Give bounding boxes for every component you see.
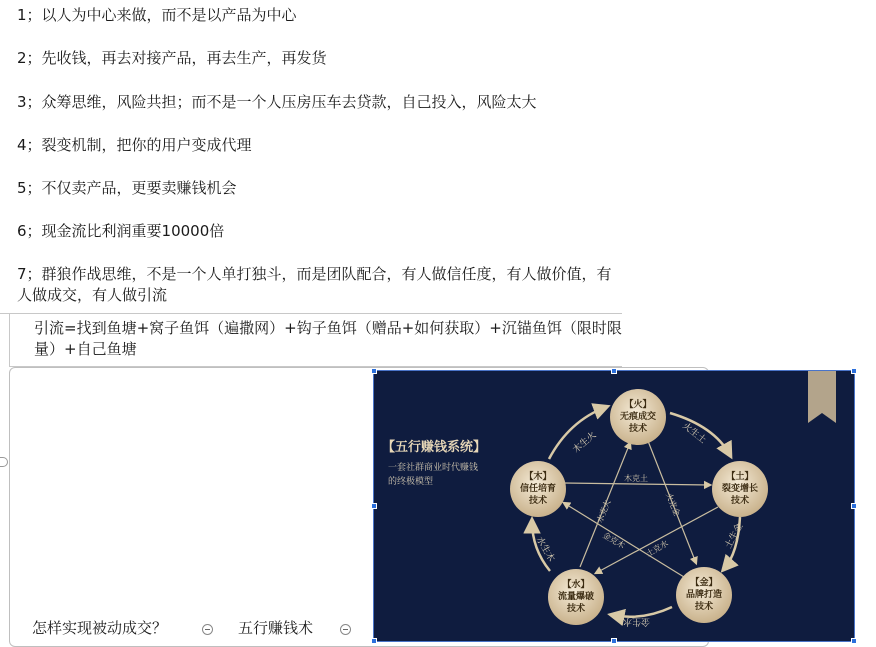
diagram-subtitle-1: 一套社群商业时代赚钱: [388, 462, 479, 472]
node-fire: [610, 389, 666, 445]
side-collapse-handle[interactable]: [0, 457, 8, 467]
resize-handle-sw[interactable]: [371, 638, 377, 644]
divider-left: [9, 313, 10, 367]
svg-text:【土】: 【土】: [726, 471, 754, 481]
svg-text:品牌打造: 品牌打造: [685, 589, 723, 599]
collapse-icon[interactable]: [340, 624, 351, 635]
label-metal-wood: 金克木: [601, 530, 627, 551]
resize-handle-w[interactable]: [371, 503, 377, 509]
five-elements-image[interactable]: [374, 371, 854, 641]
line-2: 2；先收钱，再去对接产品，再去生产，再发货: [17, 49, 327, 67]
line-7: 7；群狼作战思维，不是一个人单打独斗，而是团队配合，有人做信任度，有人做价值，有人做成交，有人做引流: [17, 265, 612, 304]
line-4: 4；裂变机制，把你的用户变成代理: [17, 136, 252, 154]
line-6: 6；现金流比利润重要10000倍: [17, 222, 225, 240]
diagram-title: 【五行赚钱系统】: [382, 439, 487, 454]
label-wood-earth: 木克土: [624, 474, 648, 483]
label-fire-earth: 火生土: [680, 420, 709, 445]
resize-handle-n[interactable]: [611, 368, 617, 374]
label-wood-fire: 木生火: [570, 429, 598, 455]
svg-text:裂变增长: 裂变增长: [721, 483, 759, 493]
svg-text:【金】: 【金】: [690, 577, 718, 587]
line-5: 5；不仅卖产品，更要卖赚钱机会: [17, 179, 237, 197]
svg-text:【火】: 【火】: [624, 399, 652, 409]
resize-handle-nw[interactable]: [371, 368, 377, 374]
star-wood-earth: [564, 483, 710, 485]
label-fire-metal: 火克金: [664, 491, 682, 518]
five-elements-diagram: [374, 371, 854, 641]
svg-text:技术: 技术: [694, 601, 714, 611]
label-water-fire: 水克火: [595, 498, 613, 525]
resize-handle-ne[interactable]: [851, 368, 857, 374]
label-metal-water: 金生水: [622, 617, 650, 627]
label-earth-water: 土克水: [644, 538, 670, 559]
svg-text:技术: 技术: [730, 495, 750, 505]
passive-deal-label[interactable]: 怎样实现被动成交？: [32, 619, 168, 637]
resize-handle-e[interactable]: [851, 503, 857, 509]
node-water: [548, 569, 604, 625]
line-3: 3；众筹思维，风险共担；而不是一个人压房压车去贷款，自己投入，风险太大: [17, 93, 537, 111]
svg-text:流量爆破: 流量爆破: [557, 591, 595, 601]
svg-text:技术: 技术: [528, 495, 548, 505]
label-water-wood: 水生木: [534, 534, 557, 564]
label-earth-metal: 土生金: [722, 521, 745, 550]
bookmark-icon: [808, 371, 836, 423]
diagram-subtitle-2: 的终极模型: [388, 476, 434, 486]
node-wood: [510, 461, 566, 517]
resize-handle-se[interactable]: [851, 638, 857, 644]
resize-handle-s[interactable]: [611, 638, 617, 644]
divider-top: [0, 313, 622, 314]
svg-text:【水】: 【水】: [562, 579, 590, 589]
traffic-note: 引流=找到鱼塘+窝子鱼饵（遍撒网）+钩子鱼饵（赠品+如何获取）+沉锚鱼饵（限时限量）+自己鱼塘: [34, 319, 622, 358]
node-earth: [712, 461, 768, 517]
svg-text:技术: 技术: [628, 423, 648, 433]
svg-text:信任培育: 信任培育: [519, 483, 557, 493]
line-1: 1；以人为中心来做，而不是以产品为中心: [17, 6, 297, 24]
arc-metal-water: [612, 607, 672, 617]
node-metal: [676, 567, 732, 623]
five-elements-label[interactable]: 五行赚钱术: [238, 619, 314, 637]
collapse-icon[interactable]: [202, 624, 213, 635]
svg-text:【木】: 【木】: [524, 471, 552, 481]
svg-text:技术: 技术: [566, 603, 586, 613]
svg-text:无痕成交: 无痕成交: [619, 411, 657, 421]
